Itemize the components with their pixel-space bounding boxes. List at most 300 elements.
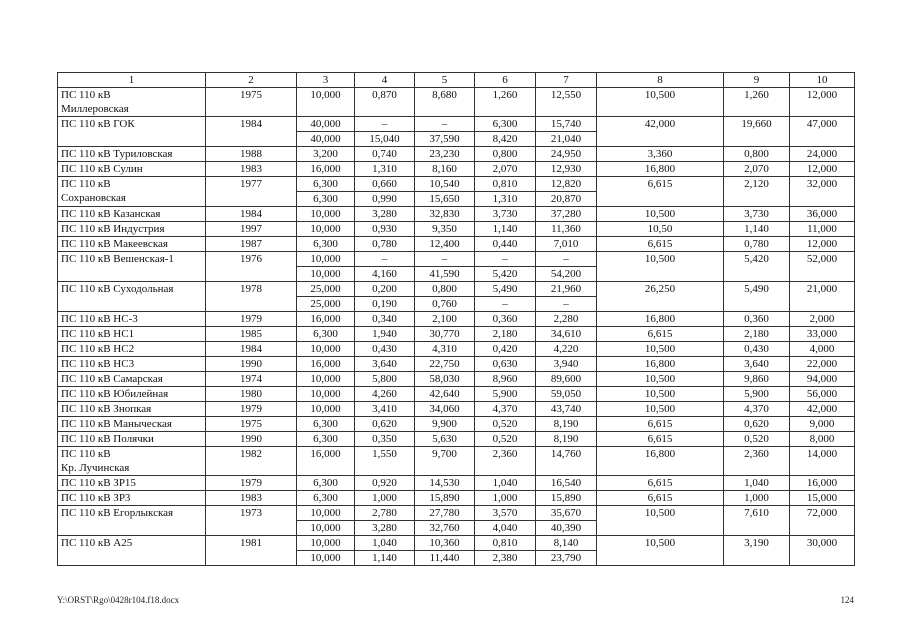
table-cell: 10,500 (597, 506, 724, 536)
table-cell: ПС 110 кВ Индустрия (58, 222, 206, 237)
table-cell: 0,620 (355, 417, 415, 432)
table-cell: ПС 110 кВ ЗР3 (58, 491, 206, 506)
table-cell: ПС 110 кВ Кр. Лучинская (58, 447, 206, 476)
table-cell: 15,890 (536, 491, 597, 506)
table-row (58, 282, 855, 297)
table-cell: 0,430 (355, 342, 415, 357)
table-cell: 32,830 (415, 207, 475, 222)
table-cell: 10,000 (297, 551, 355, 566)
table-cell: 1979 (206, 402, 297, 417)
table-cell: 1979 (206, 476, 297, 491)
table-cell: 72,000 (790, 506, 855, 536)
table-cell: 4,220 (536, 342, 597, 357)
table-cell: 2,360 (475, 447, 536, 476)
table-cell: 0,930 (355, 222, 415, 237)
table-cell: 5,490 (724, 282, 790, 312)
header-row (58, 73, 855, 88)
table-cell: 5,800 (355, 372, 415, 387)
table-cell: ПС 110 кВ Маныческая (58, 417, 206, 432)
table-cell: 10,500 (597, 372, 724, 387)
table-cell: 1,000 (355, 491, 415, 506)
table-cell: 21,040 (536, 132, 597, 147)
table-cell: 89,600 (536, 372, 597, 387)
table-cell: 16,800 (597, 447, 724, 476)
table-cell: 16,540 (536, 476, 597, 491)
table-cell: 6,615 (597, 491, 724, 506)
table-cell: 1985 (206, 327, 297, 342)
table-cell: 12,000 (790, 237, 855, 252)
table-cell: 2,780 (355, 506, 415, 521)
column-header: 7 (536, 73, 597, 88)
table-cell: 0,800 (415, 282, 475, 297)
table-cell: 10,500 (597, 342, 724, 357)
table-cell: 0,760 (415, 297, 475, 312)
table-cell: 34,610 (536, 327, 597, 342)
table-cell: 0,360 (475, 312, 536, 327)
table-cell: ПС 110 кВ Миллеровская (58, 88, 206, 117)
table-cell: 0,630 (475, 357, 536, 372)
table-cell: 0,740 (355, 147, 415, 162)
table-cell: ПС 110 кВ Вешенская-1 (58, 252, 206, 282)
table-cell: 25,000 (297, 297, 355, 312)
table-cell: 12,820 (536, 177, 597, 192)
table-cell: 1,040 (724, 476, 790, 491)
table-cell: 6,615 (597, 432, 724, 447)
table-cell: 10,000 (297, 88, 355, 117)
table-cell: 6,615 (597, 417, 724, 432)
table-cell: 4,040 (475, 521, 536, 536)
table-row (58, 342, 855, 357)
table-row (58, 177, 855, 192)
table-cell: ПС 110 кВ Полячки (58, 432, 206, 447)
table-cell: 1,140 (475, 222, 536, 237)
table-row (58, 402, 855, 417)
table-cell: 23,230 (415, 147, 475, 162)
table-cell: ПС 110 кВ НС2 (58, 342, 206, 357)
table-cell: 10,000 (297, 222, 355, 237)
table-cell: 1,040 (475, 476, 536, 491)
table-cell: 3,730 (724, 207, 790, 222)
table-cell: 37,280 (536, 207, 597, 222)
table-cell: 0,520 (724, 432, 790, 447)
table-cell: 14,530 (415, 476, 475, 491)
table-cell: 12,000 (790, 88, 855, 117)
table-cell: 0,200 (355, 282, 415, 297)
table-cell: 23,790 (536, 551, 597, 566)
table-cell: 0,800 (724, 147, 790, 162)
column-header: 5 (415, 73, 475, 88)
table-cell: 12,400 (415, 237, 475, 252)
table-cell: 0,420 (475, 342, 536, 357)
table-cell: 6,300 (297, 327, 355, 342)
table-cell: 9,350 (415, 222, 475, 237)
table-row (58, 491, 855, 506)
table-cell: 10,000 (297, 207, 355, 222)
table-cell: 5,900 (475, 387, 536, 402)
table-cell: 1984 (206, 342, 297, 357)
table-cell: ПС 110 кВ Егорлыкская (58, 506, 206, 536)
table-cell: 22,000 (790, 357, 855, 372)
table-cell: 1982 (206, 447, 297, 476)
table-cell: 10,500 (597, 387, 724, 402)
table-cell: 0,440 (475, 237, 536, 252)
table-cell: 1,940 (355, 327, 415, 342)
table-cell: 2,180 (475, 327, 536, 342)
table-cell: 1978 (206, 282, 297, 312)
table-cell: 10,000 (297, 402, 355, 417)
table-cell: 1981 (206, 536, 297, 566)
table-cell: 16,000 (297, 312, 355, 327)
table-cell: 1990 (206, 432, 297, 447)
table-cell: 8,160 (415, 162, 475, 177)
table-cell: 5,900 (724, 387, 790, 402)
table-cell: 8,000 (790, 432, 855, 447)
table-cell: ПС 110 кВ ГОК (58, 117, 206, 147)
table-cell: – (475, 297, 536, 312)
table-cell: 1,140 (724, 222, 790, 237)
table-cell: 6,300 (297, 432, 355, 447)
table-cell: 42,640 (415, 387, 475, 402)
table-cell: 2,070 (724, 162, 790, 177)
table-cell: 0,800 (475, 147, 536, 162)
table-cell: 1983 (206, 162, 297, 177)
table-row (58, 536, 855, 551)
table-cell: – (536, 252, 597, 267)
table-cell: 94,000 (790, 372, 855, 387)
table-cell: 30,770 (415, 327, 475, 342)
table-cell: 5,420 (724, 252, 790, 282)
table-cell: 10,50 (597, 222, 724, 237)
table-cell: 1,310 (355, 162, 415, 177)
table-cell: 15,650 (415, 192, 475, 207)
table-cell: 10,000 (297, 521, 355, 536)
table-row (58, 88, 855, 117)
table-cell: 10,000 (297, 387, 355, 402)
table-cell: 10,000 (297, 342, 355, 357)
table-cell: ПС 110 кВ Казанская (58, 207, 206, 222)
table-cell: 10,500 (597, 402, 724, 417)
table-row (58, 447, 855, 476)
table-cell: 37,590 (415, 132, 475, 147)
table-cell: 8,190 (536, 417, 597, 432)
table-cell: 10,000 (297, 252, 355, 267)
table-cell: 2,380 (475, 551, 536, 566)
table-cell: 0,360 (724, 312, 790, 327)
table-cell: 10,500 (597, 88, 724, 117)
table-cell: 1,040 (355, 536, 415, 551)
table-cell: 40,000 (297, 132, 355, 147)
table-cell: 42,000 (597, 117, 724, 147)
table-cell: 6,300 (297, 192, 355, 207)
column-header: 1 (58, 73, 206, 88)
table-cell: 2,000 (790, 312, 855, 327)
table-row (58, 117, 855, 132)
table-row (58, 312, 855, 327)
table-cell: 0,920 (355, 476, 415, 491)
table-cell: 6,300 (297, 417, 355, 432)
table-cell: – (355, 117, 415, 132)
table-cell: 0,660 (355, 177, 415, 192)
table-cell: 12,930 (536, 162, 597, 177)
table-cell: 21,960 (536, 282, 597, 297)
table-cell: 0,780 (724, 237, 790, 252)
table-cell: 11,440 (415, 551, 475, 566)
table-cell: 0,870 (355, 88, 415, 117)
table-cell: 1974 (206, 372, 297, 387)
table-cell: 6,615 (597, 177, 724, 207)
table-cell: 12,550 (536, 88, 597, 117)
table-cell: 41,590 (415, 267, 475, 282)
table-cell: 3,200 (297, 147, 355, 162)
table-cell: 2,360 (724, 447, 790, 476)
table-cell: 4,000 (790, 342, 855, 357)
page-number: 124 (840, 595, 854, 605)
table-row (58, 327, 855, 342)
table-cell: 0,520 (475, 417, 536, 432)
table-cell: 16,000 (790, 476, 855, 491)
table-cell: 24,000 (790, 147, 855, 162)
table-cell: 3,190 (724, 536, 790, 566)
table-cell: 14,760 (536, 447, 597, 476)
table-cell: 8,140 (536, 536, 597, 551)
table-cell: 1,310 (475, 192, 536, 207)
table-cell: 4,260 (355, 387, 415, 402)
table-cell: 8,680 (415, 88, 475, 117)
table-cell: 8,960 (475, 372, 536, 387)
table-cell: 26,250 (597, 282, 724, 312)
table-cell: 3,280 (355, 521, 415, 536)
table-cell: 2,120 (724, 177, 790, 207)
table-cell: 3,280 (355, 207, 415, 222)
table-cell: 0,810 (475, 177, 536, 192)
table-cell: – (415, 252, 475, 267)
table-cell: ПС 110 кВ НС-3 (58, 312, 206, 327)
table-cell: 7,610 (724, 506, 790, 536)
table-cell: 16,800 (597, 162, 724, 177)
table-cell: 47,000 (790, 117, 855, 147)
table-cell: 11,360 (536, 222, 597, 237)
table-cell: – (415, 117, 475, 132)
table-cell: 15,890 (415, 491, 475, 506)
table-cell: 16,000 (297, 162, 355, 177)
table-cell: 0,430 (724, 342, 790, 357)
table-cell: 10,000 (297, 536, 355, 551)
table-row (58, 506, 855, 521)
table-cell: 3,570 (475, 506, 536, 521)
table-cell: 6,615 (597, 476, 724, 491)
table-cell: 10,000 (297, 267, 355, 282)
table-cell: 42,000 (790, 402, 855, 417)
table-cell: 27,780 (415, 506, 475, 521)
table-row (58, 147, 855, 162)
table-cell: 8,190 (536, 432, 597, 447)
table-cell: 30,000 (790, 536, 855, 566)
table-cell: 40,000 (297, 117, 355, 132)
table-row (58, 372, 855, 387)
table-cell: 6,300 (297, 476, 355, 491)
table-cell: 1983 (206, 491, 297, 506)
table-cell: 0,190 (355, 297, 415, 312)
table-cell: 15,740 (536, 117, 597, 132)
table-row (58, 476, 855, 491)
table-cell: 1979 (206, 312, 297, 327)
table-cell: 19,660 (724, 117, 790, 147)
table-cell: 54,200 (536, 267, 597, 282)
table-row (58, 207, 855, 222)
column-header: 6 (475, 73, 536, 88)
table-cell: 4,370 (724, 402, 790, 417)
table-cell: 1,000 (724, 491, 790, 506)
table-cell: 1987 (206, 237, 297, 252)
column-header: 10 (790, 73, 855, 88)
table-cell: 20,870 (536, 192, 597, 207)
table-cell: ПС 110 кВ Туриловская (58, 147, 206, 162)
table-cell: 1973 (206, 506, 297, 536)
table-cell: 1975 (206, 417, 297, 432)
table-cell: 6,300 (297, 491, 355, 506)
table-cell: – (475, 252, 536, 267)
table-cell: ПС 110 кВ Сулин (58, 162, 206, 177)
table-cell: 15,000 (790, 491, 855, 506)
table-cell: 9,860 (724, 372, 790, 387)
table-row (58, 387, 855, 402)
table-cell: 10,000 (297, 372, 355, 387)
table-cell: 1977 (206, 177, 297, 207)
table-cell: 3,410 (355, 402, 415, 417)
table-cell: 10,540 (415, 177, 475, 192)
table-cell: ПС 110 кВ Самарская (58, 372, 206, 387)
table-cell: 1988 (206, 147, 297, 162)
table-cell: 3,940 (536, 357, 597, 372)
table-cell: 0,340 (355, 312, 415, 327)
table-cell: 52,000 (790, 252, 855, 282)
table-cell: 1,000 (475, 491, 536, 506)
table-cell: 1984 (206, 207, 297, 222)
table-cell: ПС 110 кВ А25 (58, 536, 206, 566)
table-cell: 5,490 (475, 282, 536, 297)
table-cell: 59,050 (536, 387, 597, 402)
table-cell: 4,160 (355, 267, 415, 282)
table-cell: 1976 (206, 252, 297, 282)
file-path: Y:\ORST\Rgo\0428r104.f18.docx (57, 595, 180, 605)
table-cell: 36,000 (790, 207, 855, 222)
table-cell: ПС 110 кВ Знопкая (58, 402, 206, 417)
table-cell: 2,280 (536, 312, 597, 327)
table-cell: 9,900 (415, 417, 475, 432)
table-cell: ПС 110 кВ Сохрановская (58, 177, 206, 207)
table-cell: 58,030 (415, 372, 475, 387)
table-cell: 22,750 (415, 357, 475, 372)
table-cell: 21,000 (790, 282, 855, 312)
substation-table (57, 72, 855, 566)
table-cell: 0,350 (355, 432, 415, 447)
table-cell: 1,260 (724, 88, 790, 117)
table-cell: 0,520 (475, 432, 536, 447)
table-cell: 1997 (206, 222, 297, 237)
table-cell: 1,260 (475, 88, 536, 117)
table-cell: 1,550 (355, 447, 415, 476)
table-cell: ПС 110 кВ НС1 (58, 327, 206, 342)
table-cell: 0,810 (475, 536, 536, 551)
column-header: 4 (355, 73, 415, 88)
table-cell: 0,780 (355, 237, 415, 252)
table-cell: 6,615 (597, 237, 724, 252)
table-cell: 40,390 (536, 521, 597, 536)
table-cell: 1975 (206, 88, 297, 117)
table-cell: 1984 (206, 117, 297, 147)
table-cell: 16,000 (297, 357, 355, 372)
table-cell: 10,500 (597, 207, 724, 222)
table-cell: 11,000 (790, 222, 855, 237)
table-cell: 6,300 (297, 177, 355, 192)
table-cell: ПС 110 кВ ЗР15 (58, 476, 206, 491)
column-header: 3 (297, 73, 355, 88)
table-cell: 12,000 (790, 162, 855, 177)
table-cell: ПС 110 кВ Макеевская (58, 237, 206, 252)
table-cell: 1,140 (355, 551, 415, 566)
table-cell: 25,000 (297, 282, 355, 297)
table-cell: 6,615 (597, 327, 724, 342)
table-cell: 43,740 (536, 402, 597, 417)
table-cell: 9,000 (790, 417, 855, 432)
table-cell: 2,070 (475, 162, 536, 177)
table-cell: 10,500 (597, 252, 724, 282)
table-cell: – (536, 297, 597, 312)
table-cell: 34,060 (415, 402, 475, 417)
table-cell: 2,100 (415, 312, 475, 327)
table-row (58, 357, 855, 372)
table-row (58, 432, 855, 447)
table-row (58, 417, 855, 432)
table-cell: 10,500 (597, 536, 724, 566)
table-row (58, 222, 855, 237)
table-cell: 56,000 (790, 387, 855, 402)
table-cell: 10,000 (297, 506, 355, 521)
table-cell: 35,670 (536, 506, 597, 521)
table-cell: 3,640 (724, 357, 790, 372)
column-header: 9 (724, 73, 790, 88)
table-cell: 16,800 (597, 312, 724, 327)
table-cell: 5,630 (415, 432, 475, 447)
table-cell: 32,000 (790, 177, 855, 207)
table-cell: 3,640 (355, 357, 415, 372)
table-cell: ПС 110 кВ Юбилейная (58, 387, 206, 402)
table-row (58, 162, 855, 177)
column-header: 2 (206, 73, 297, 88)
table-cell: – (355, 252, 415, 267)
column-header: 8 (597, 73, 724, 88)
table-cell: 5,420 (475, 267, 536, 282)
table-cell: 4,310 (415, 342, 475, 357)
table-row (58, 237, 855, 252)
table-cell: 24,950 (536, 147, 597, 162)
table-row (58, 252, 855, 267)
table-cell: 9,700 (415, 447, 475, 476)
table-cell: 8,420 (475, 132, 536, 147)
table-cell: 7,010 (536, 237, 597, 252)
table-cell: 16,000 (297, 447, 355, 476)
table-cell: 3,730 (475, 207, 536, 222)
table-cell: 4,370 (475, 402, 536, 417)
table-cell: 10,360 (415, 536, 475, 551)
table-cell: ПС 110 кВ НС3 (58, 357, 206, 372)
table-cell: 2,180 (724, 327, 790, 342)
table-cell: 1980 (206, 387, 297, 402)
table-cell: 15,040 (355, 132, 415, 147)
table-cell: 6,300 (297, 237, 355, 252)
table-cell: 0,620 (724, 417, 790, 432)
table-cell: 33,000 (790, 327, 855, 342)
